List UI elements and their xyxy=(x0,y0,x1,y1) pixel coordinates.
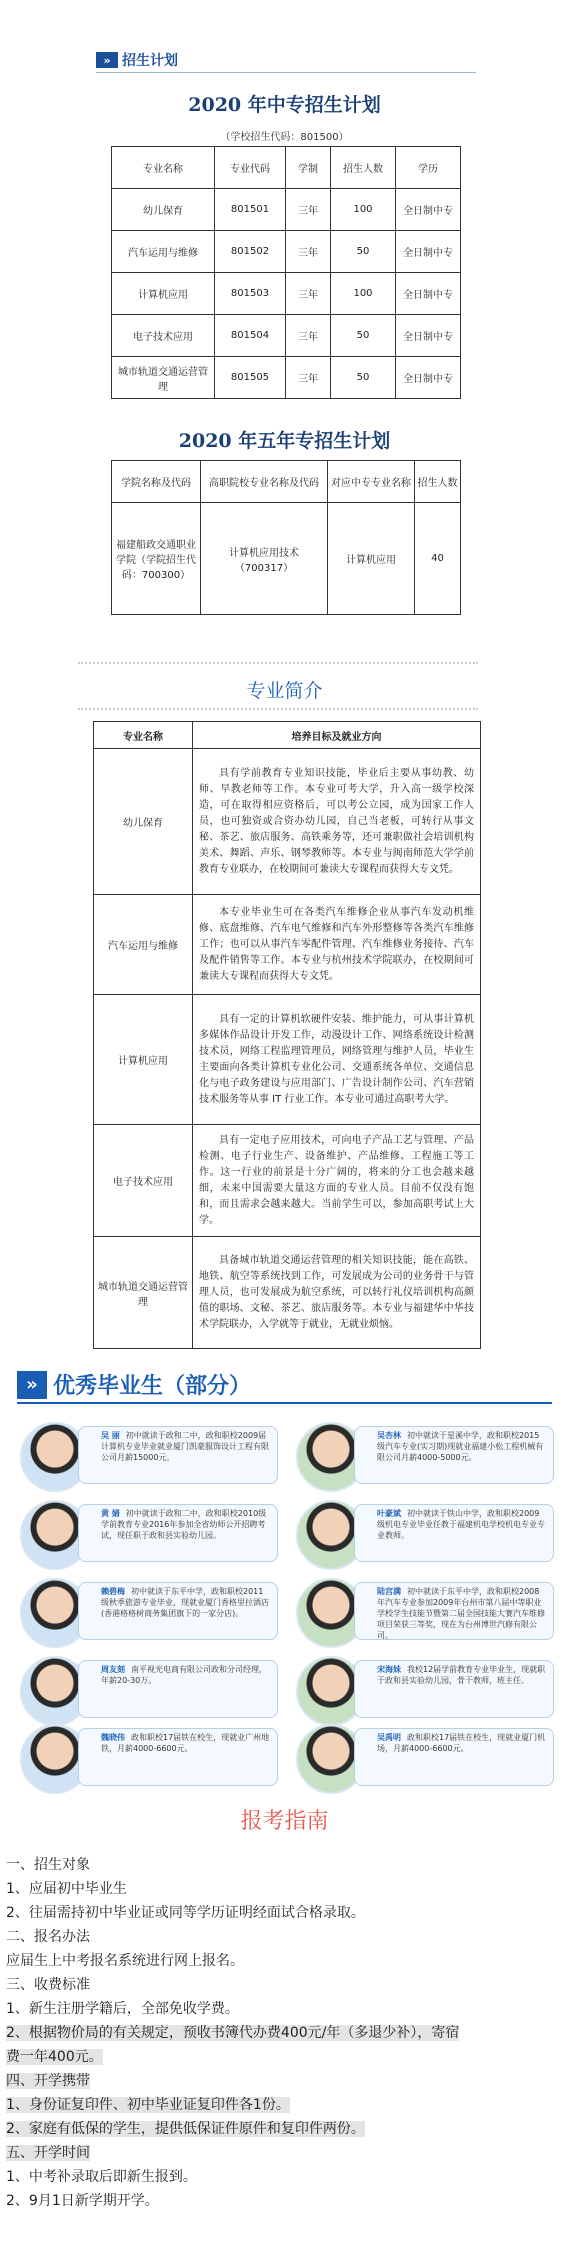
table-cell: 100 xyxy=(331,273,396,315)
graduate-name: 叶豪斌 xyxy=(377,1509,401,1518)
graduate-name: 魏晓伟 xyxy=(101,1733,125,1742)
major-name: 汽车运用与维修 xyxy=(94,895,193,995)
major-desc: 具有学前教育专业知识技能，毕业后主要从事幼教、幼师、早教老师等工作。本专业可考大学，升入高一级学校深造，可在取得相应资格后，可以考公立园，成为国家工作人员，也可独资或合资办幼儿园，自己当老板，可转行从事文秘、茶艺、旅店服务、高铁乘务等，还可兼职做社会培训机构美术、舞蹈、声乐、钢琴教师等。本专业与闽南师范大学学前教育专业联办，在校期间可兼读大专课程而获得大专文凭。 xyxy=(193,749,481,895)
graduate-card xyxy=(290,1650,554,1728)
graduate-card xyxy=(14,1416,278,1494)
major-desc: 具有一定的计算机软硬件安装、维护能力，可从事计算机多媒体作品设计开发工作，动漫设计工作、网络系统设计检测技术员，网络工程监理管理员，网络管理与维护人员，毕业生主要面向各类计算机专业化公司、交通系统各单位、交通信息化与电子政务建设与应用部门、广告设计制作公司、汽车营销技术服务等从事 IT 行业工作。本专业可通过高职考大学。 xyxy=(193,995,481,1125)
guide-line: 2、9月1日新学期开学。 xyxy=(6,2193,159,2209)
table-cell: 全日制中专 xyxy=(396,231,461,273)
graduate-info xyxy=(78,1660,278,1718)
table-cell: 福建船政交通职业学院（学院招生代码：700300） xyxy=(112,503,201,615)
graduate-name: 周友刻 xyxy=(101,1665,125,1674)
table-row xyxy=(94,1237,481,1349)
guide-line: 应届生上中考报名系统进行网上报名。 xyxy=(6,1953,244,1969)
table-cell: 50 xyxy=(331,315,396,357)
double-chevron-icon: » xyxy=(17,1371,47,1399)
table-header-cell: 培养目标及就业方向 xyxy=(193,722,481,749)
table-header-cell: 专业代码 xyxy=(215,147,286,189)
table-cell: 三年 xyxy=(286,231,331,273)
table-header-row xyxy=(94,722,481,749)
graduate-info xyxy=(78,1582,278,1640)
table-row xyxy=(112,315,461,357)
table-header-cell: 学院名称及代码 xyxy=(112,461,201,503)
guide-line xyxy=(6,2071,564,2092)
graduate-name: 宋海妹 xyxy=(377,1665,401,1674)
plan2-table xyxy=(111,460,461,615)
table-cell: 全日制中专 xyxy=(396,273,461,315)
graduate-info xyxy=(78,1728,278,1786)
plan1-code-note: （学校招生代码：801500） xyxy=(220,132,349,143)
graduate-card xyxy=(290,1494,554,1572)
major-desc: 本专业毕业生可在各类汽车维修企业从事汽车发动机维修、底盘维修、汽车电气维修和汽车外形整修等各类汽车维修工作；也可以从事汽车零配件管理、汽车维修业务接待、汽车及配件销售等工作。本专业与杭州技术学院联办，在校期间可兼读大专课程而获得大专文凭。 xyxy=(193,895,481,995)
guide-line: 1、新生注册学籍后，全部免收学费。 xyxy=(6,2001,239,2017)
intro-title: 专业简介 xyxy=(246,680,323,702)
graduate-name: 赖碧梅 xyxy=(101,1587,125,1596)
major-name: 电子技术应用 xyxy=(94,1125,193,1237)
table-header-cell: 学历 xyxy=(396,147,461,189)
graduate-name: 吴 丽 xyxy=(101,1431,120,1440)
graduate-text: 初中就读于东平中学，政和职校2008年汽车专业参加2009年台州市第八届中等职业学校学生技能节暨第二届全国技能大赛汽车维修项目荣获三等奖，现在为台州博世汽修有限公司。 xyxy=(377,1587,545,1640)
guide-line xyxy=(6,2119,564,2140)
highlight: 1、身份证复印件、初中毕业证复印件各1份。 xyxy=(6,2097,290,2113)
graduate-text: 初中就读于东平中学，政和职校2011级秋季旅游专业毕业，现就业厦门香格里拉酒店(香港格格树商务集团旗下的一家分店)。 xyxy=(101,1587,269,1618)
graduate-text: 初中就读于铁山中学，政和职校2009级机电专业毕业任教于福建机电学校机电专业专业教师。 xyxy=(377,1509,545,1540)
major-name: 幼儿保育 xyxy=(94,749,193,895)
plan2-title: 2020 年五年专招生计划 xyxy=(178,430,391,452)
table-header-cell: 对应中专专业名称 xyxy=(328,461,415,503)
graduate-text: 我校12届学前教育专业毕业生，现就职于政和县实验幼儿园，骨干教师，班主任。 xyxy=(377,1665,546,1685)
guide-line: 一、招生对象 xyxy=(6,1857,90,1873)
table-cell: 801505 xyxy=(215,357,286,399)
highlight: 五、开学时间 xyxy=(6,2145,90,2161)
guide-line: 二、报名办法 xyxy=(6,1929,90,1945)
table-row xyxy=(112,273,461,315)
highlight: 费一年400元。 xyxy=(6,2049,103,2065)
dotted-divider xyxy=(78,708,478,710)
graduate-text: 政和职校17届铁在校生，现就业厦门机场，月薪4000-6600元。 xyxy=(377,1733,546,1753)
graduate-card xyxy=(14,1650,278,1728)
major-desc: 具备城市轨道交通运营管理的相关知识技能，能在高铁、地铁、航空等系统找到工作，可发展成为公司的业务骨干与管理人员，也可发展成为航空系统，可以转行礼仪培训机构高颜值的职场、文秘、茶艺、旅店服务等。本专业与福建华中华技术学院联办，入学就等于就业，无就业烦恼。 xyxy=(193,1237,481,1349)
divider xyxy=(17,1402,552,1404)
table-cell: 801501 xyxy=(215,189,286,231)
table-cell: 三年 xyxy=(286,273,331,315)
graduate-name: 吴杏林 xyxy=(377,1431,401,1440)
table-cell: 801502 xyxy=(215,231,286,273)
table-cell: 三年 xyxy=(286,189,331,231)
graduate-info xyxy=(354,1504,554,1562)
table-cell: 100 xyxy=(331,189,396,231)
guide-line: 2、往届需持初中毕业证或同等学历证明经面试合格录取。 xyxy=(6,1905,365,1921)
graduate-info xyxy=(354,1660,554,1718)
table-header-cell: 专业名称 xyxy=(112,147,215,189)
major-name: 城市轨道交通运营管理 xyxy=(94,1237,193,1349)
table-header-cell: 招生人数 xyxy=(331,147,396,189)
section-label: 招生计划 xyxy=(122,53,178,69)
table-cell: 计算机应用 xyxy=(328,503,415,615)
highlight: 2、家庭有低保的学生，提供低保证件原件和复印件两份。 xyxy=(6,2121,365,2137)
graduate-card xyxy=(14,1572,278,1650)
guide-line: 1、中考补录取后即新生报到。 xyxy=(6,2169,197,2185)
graduates-header xyxy=(17,1369,251,1400)
table-cell: 三年 xyxy=(286,315,331,357)
graduate-card xyxy=(14,1718,278,1796)
table-cell: 801504 xyxy=(215,315,286,357)
table-cell: 50 xyxy=(331,357,396,399)
graduate-text: 政和职校17届铁在校生，现就业广州地铁，月薪4000-6600元。 xyxy=(101,1733,270,1753)
table-header-cell: 高职院校专业名称及代码 xyxy=(201,461,328,503)
graduate-info xyxy=(354,1728,554,1786)
table-cell: 计算机应用技术（700317） xyxy=(201,503,328,615)
plan1-title: 2020 年中专招生计划 xyxy=(188,94,381,116)
table-cell: 50 xyxy=(331,231,396,273)
table-cell: 40 xyxy=(415,503,461,615)
table-header-row xyxy=(112,147,461,189)
table-cell: 汽车运用与维修 xyxy=(112,231,215,273)
table-header-cell: 学制 xyxy=(286,147,331,189)
table-cell: 计算机应用 xyxy=(112,273,215,315)
guide-line xyxy=(6,2023,564,2044)
dotted-divider xyxy=(78,662,478,664)
table-cell: 城市轨道交通运营管理 xyxy=(112,357,215,399)
graduate-card xyxy=(290,1416,554,1494)
table-row xyxy=(112,189,461,231)
table-cell: 全日制中专 xyxy=(396,357,461,399)
table-cell: 三年 xyxy=(286,357,331,399)
graduate-name: 黄 婧 xyxy=(101,1509,120,1518)
table-row xyxy=(112,503,461,615)
table-cell: 幼儿保育 xyxy=(112,189,215,231)
highlight: 2、根据物价局的有关规定，预收书簿代办费400元/年（多退少补），寄宿 xyxy=(6,2025,460,2041)
graduate-info xyxy=(354,1426,554,1484)
table-row xyxy=(94,995,481,1125)
guide-title: 报考指南 xyxy=(240,1809,329,1834)
plan1-table xyxy=(111,146,461,399)
graduate-info xyxy=(78,1426,278,1484)
table-cell: 801503 xyxy=(215,273,286,315)
guide-line: 三、收费标准 xyxy=(6,1977,90,1993)
highlight: 四、开学携带 xyxy=(6,2073,90,2089)
graduate-card xyxy=(290,1718,554,1796)
section-header xyxy=(96,50,178,70)
intro-table xyxy=(93,721,481,1349)
table-cell: 全日制中专 xyxy=(396,189,461,231)
guide-line xyxy=(6,2095,564,2116)
divider xyxy=(96,72,476,73)
double-chevron-icon: » xyxy=(96,52,118,68)
major-desc: 具有一定电子应用技术，可向电子产品工艺与管理、产品检测、电子行业生产、设备维护、产品维修、工程施工等工作。这一行业的前景是十分广阔的，将来的分工也会越来越细，未来中国需要大量这方面的专业人员。目前不仅没有饱和，而且需求会越来越大。当前学生可以，参加高职考试上大学。 xyxy=(193,1125,481,1237)
graduates-title: 优秀毕业生（部分） xyxy=(53,1374,252,1399)
graduate-text: 初中就读于政和二中，政和职校2009届计算机专业毕业就业厦门凯豪服饰设计工程有限公司月薪15000元。 xyxy=(101,1431,269,1462)
table-row xyxy=(112,357,461,399)
table-cell: 全日制中专 xyxy=(396,315,461,357)
graduate-text: 初中就读于星溪中学，政和职校2015级汽车专业(实习期)现就业福建小松工程机械有限公司月薪4000-5000元。 xyxy=(377,1431,544,1462)
table-header-row xyxy=(112,461,461,503)
graduate-info xyxy=(354,1582,554,1640)
graduate-name: 陆宫满 xyxy=(377,1587,401,1596)
graduate-card xyxy=(290,1572,554,1650)
guide-line xyxy=(6,2047,564,2068)
table-row xyxy=(112,231,461,273)
table-row xyxy=(94,1125,481,1237)
graduate-text: 南平视光电商有限公司政和分司经理，年薪20-30万。 xyxy=(101,1665,267,1685)
guide-line xyxy=(6,2143,564,2164)
guide-line: 1、应届初中毕业生 xyxy=(6,1881,127,1897)
table-header-cell: 招生人数 xyxy=(415,461,461,503)
table-cell: 电子技术应用 xyxy=(112,315,215,357)
table-row xyxy=(94,895,481,995)
graduate-info xyxy=(78,1504,278,1562)
major-name: 计算机应用 xyxy=(94,995,193,1125)
graduate-text: 初中就读于政和二中，政和职校2010级学前教育专业2016年参加全省幼师公开招聘考试，现任职于政和县实验幼儿园。 xyxy=(101,1509,267,1540)
graduate-name: 吴禹明 xyxy=(377,1733,401,1742)
table-row xyxy=(94,749,481,895)
graduate-card xyxy=(14,1494,278,1572)
table-header-cell: 专业名称 xyxy=(94,722,193,749)
